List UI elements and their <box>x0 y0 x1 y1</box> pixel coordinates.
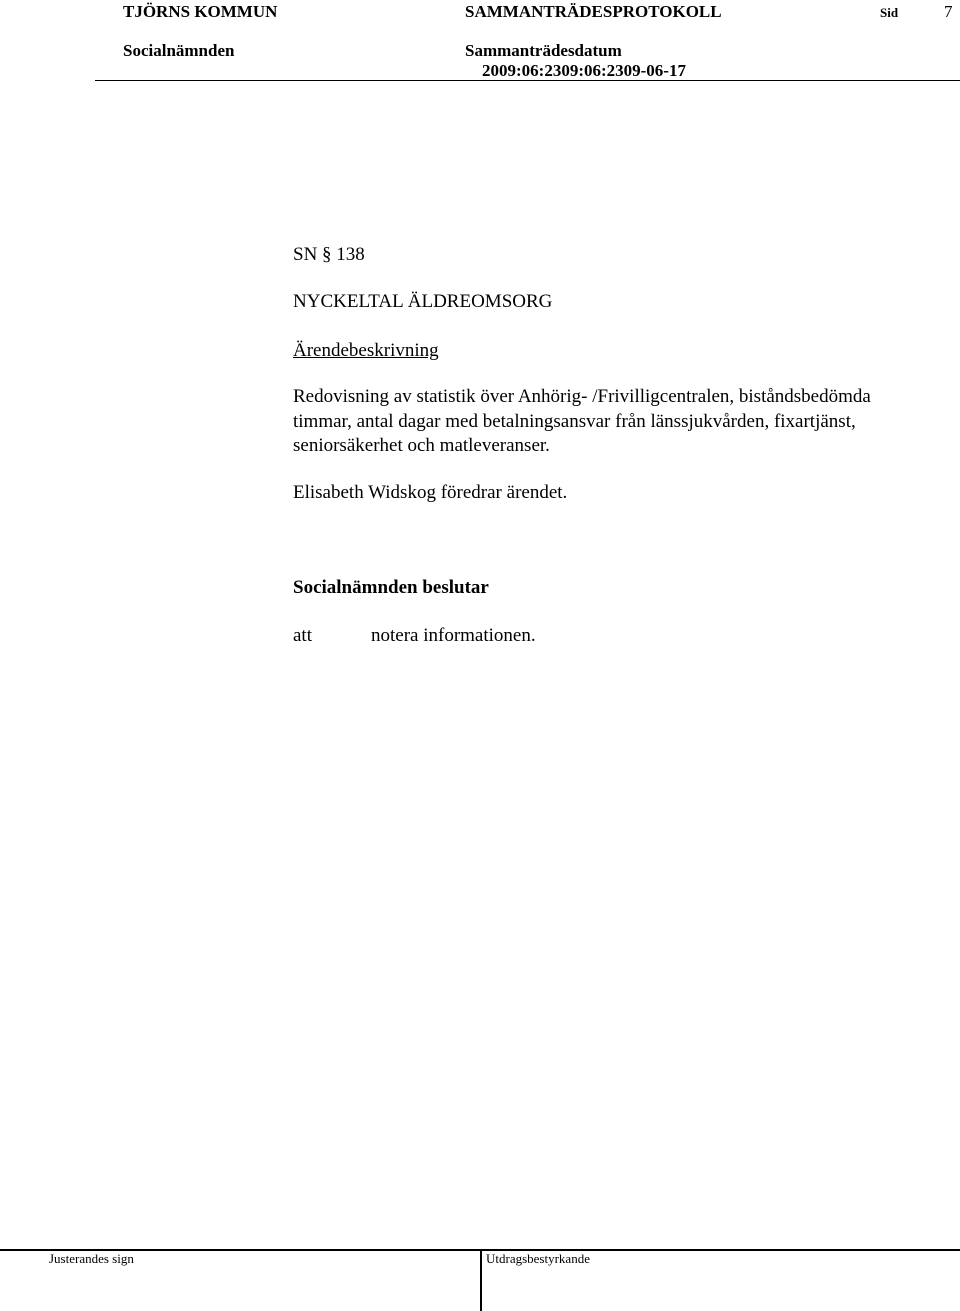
description-heading: Ärendebeskrivning <box>293 340 439 361</box>
matter-title: NYCKELTAL ÄLDREOMSORG <box>293 291 553 312</box>
matter-number: SN § 138 <box>293 244 365 265</box>
protocol-title: SAMMANTRÄDESPROTOKOLL <box>465 2 722 21</box>
header-divider <box>95 80 960 81</box>
footer-certification-label: Utdragsbestyrkande <box>486 1251 590 1266</box>
description-line-3: seniorsäkerhet och matleveranser. <box>293 435 550 456</box>
municipality-name: TJÖRNS KOMMUN <box>123 2 278 21</box>
committee-name: Socialnämnden <box>123 41 235 60</box>
decision-prefix: att <box>293 625 312 646</box>
footer-vertical-divider <box>480 1249 482 1311</box>
decision-heading: Socialnämnden beslutar <box>293 577 489 598</box>
meeting-date-label: Sammanträdesdatum <box>465 41 622 60</box>
page-label: Sid <box>880 5 899 20</box>
meeting-date-value: 2009:06:2309:06:2309-06-17 <box>482 61 686 80</box>
presenter-note: Elisabeth Widskog föredrar ärendet. <box>293 482 568 503</box>
description-line-1: Redovisning av statistik över Anhörig- /Frivilligcentralen, biståndsbedömda <box>293 386 871 407</box>
decision-text: notera informationen. <box>371 625 536 646</box>
description-line-2: timmar, antal dagar med betalningsansvar från länssjukvården, fixartjänst, <box>293 411 856 432</box>
page-number: 7 <box>944 2 953 21</box>
footer-signature-label: Justerandes sign <box>49 1251 134 1266</box>
